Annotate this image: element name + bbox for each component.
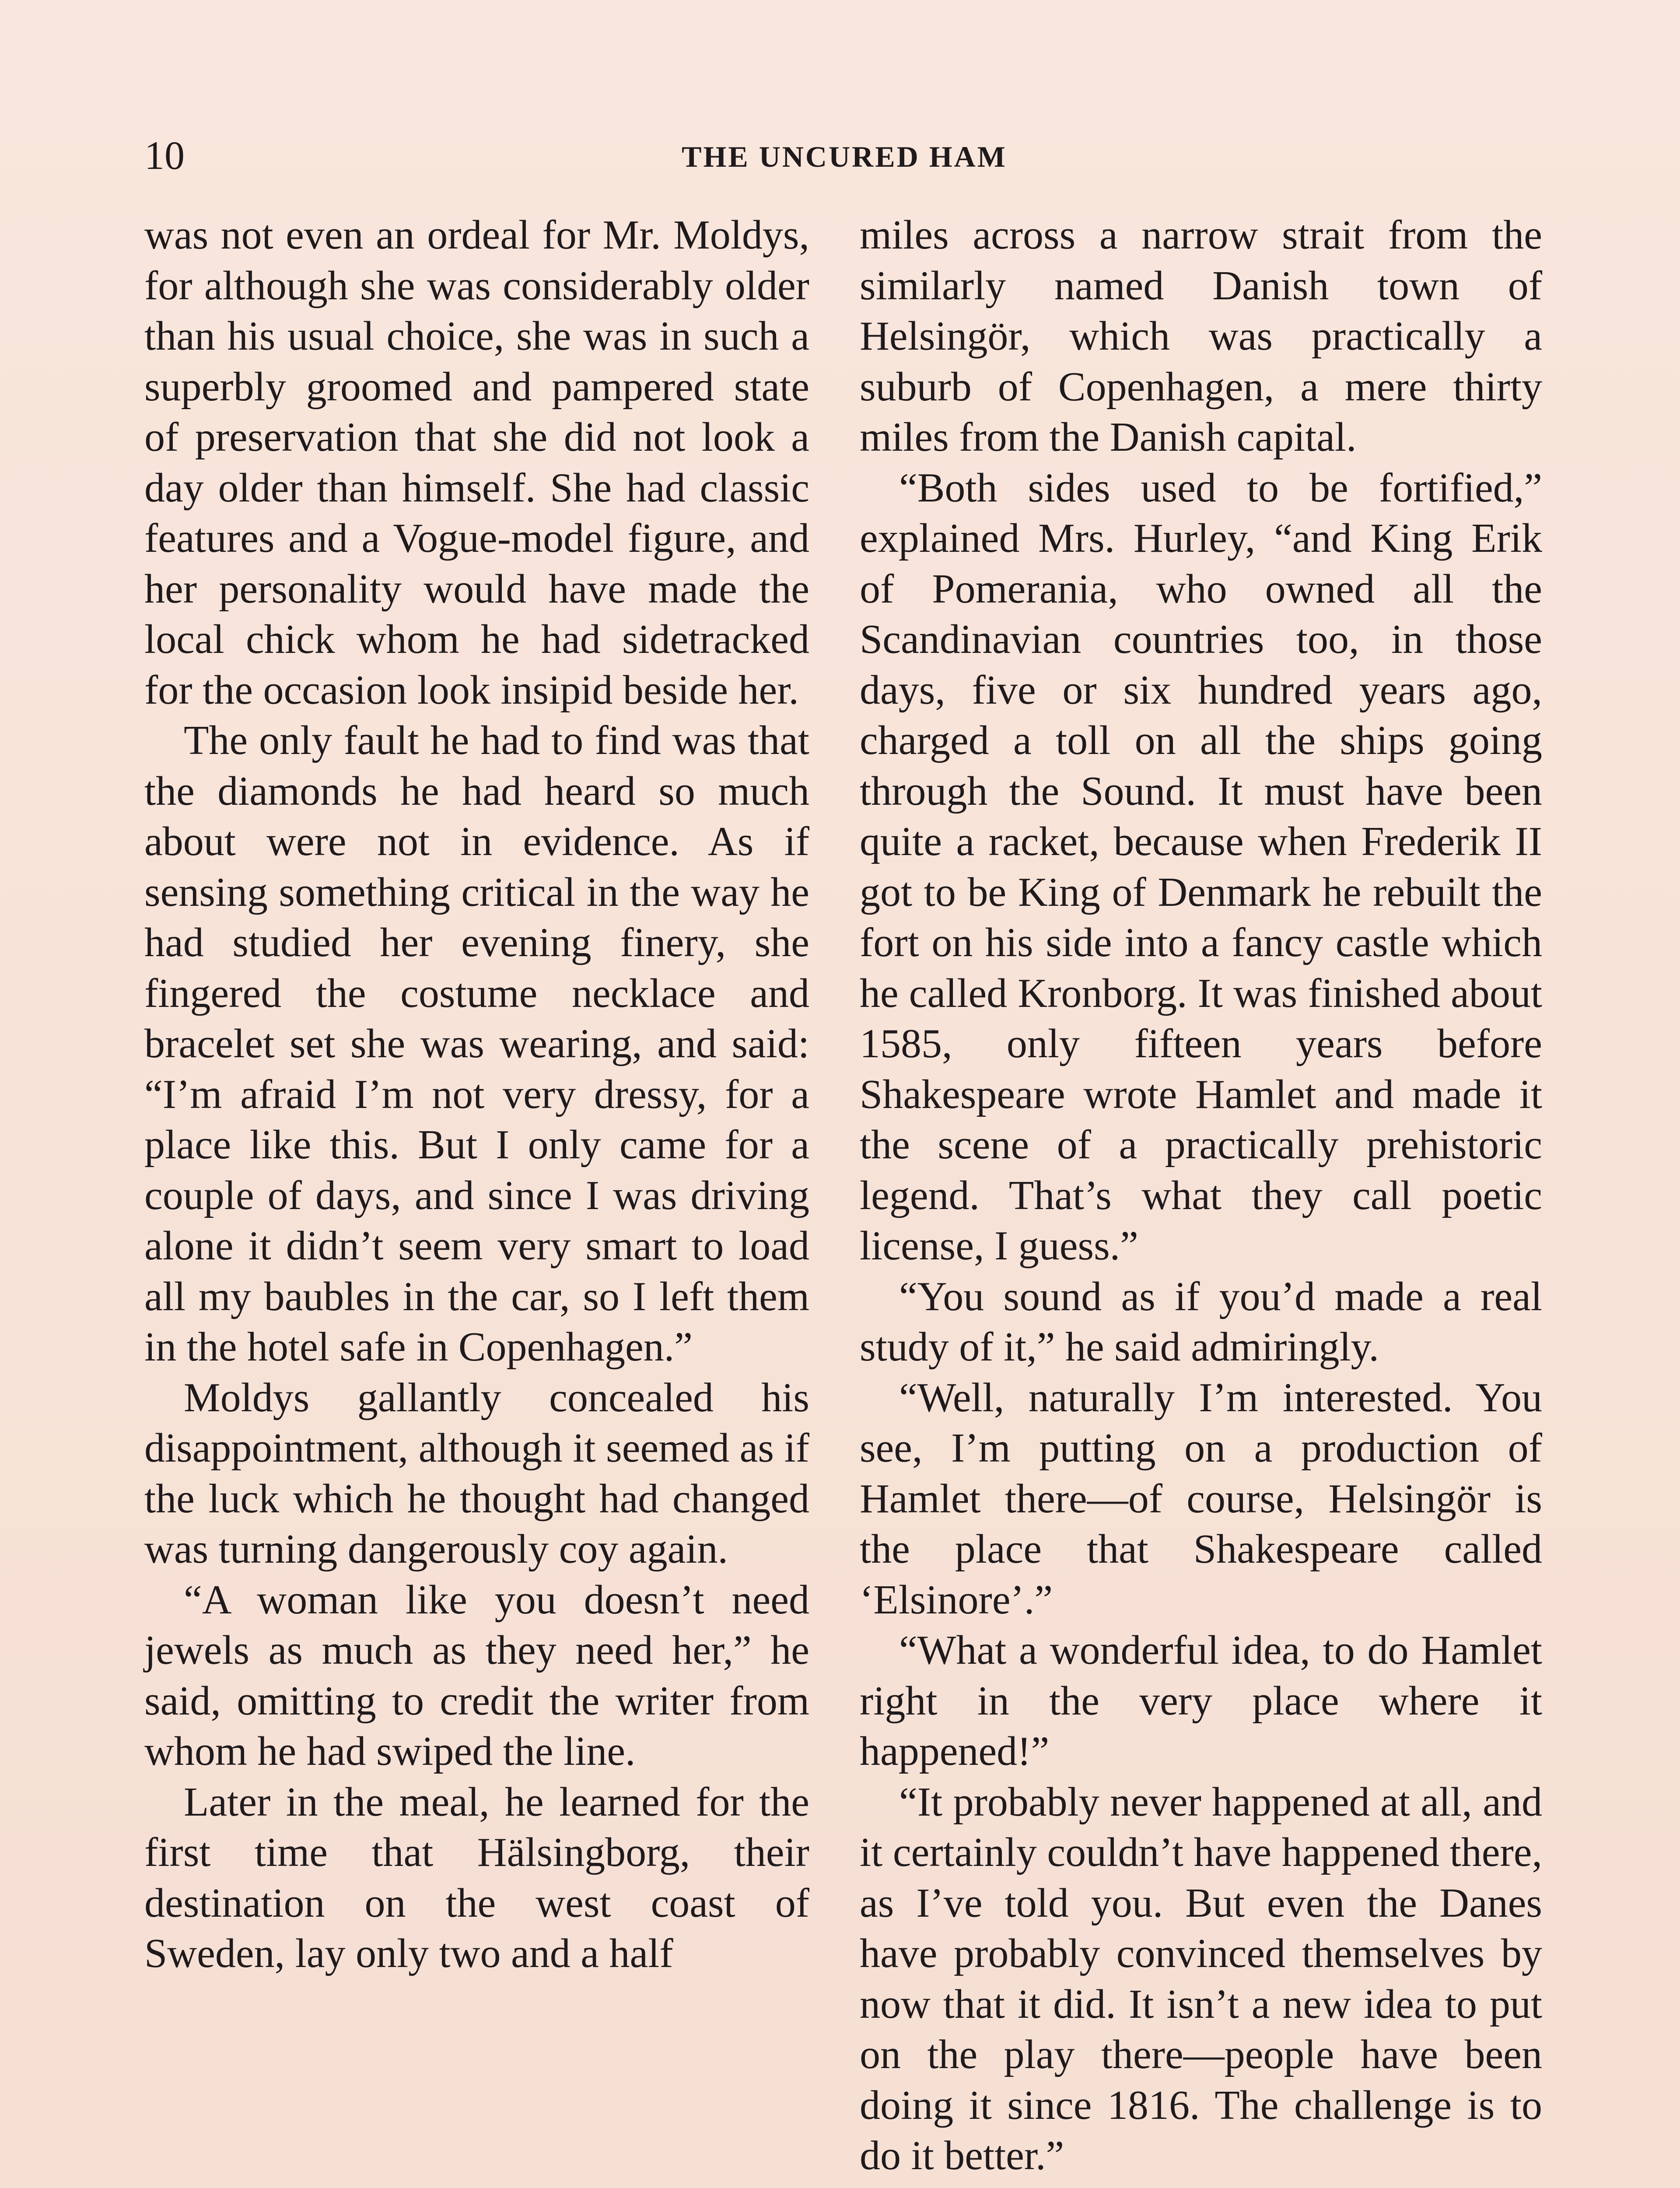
- paragraph: was not even an ordeal for Mr. Moldys, for although she was considerably older than his usual choice, she was in such a superbly groomed and pampered state of preservation that she did not look a day older than himself. She had classic features and a Vogue-model figure, and her personality would have made the local chick whom he had sidetracked for the occasion look insipid beside her.: [144, 212, 809, 713]
- right-column: [860, 210, 1542, 2181]
- paragraph: miles across a narrow strait from the similarly named Danish town of Helsingör, which was practically a suburb of Copenhagen, a mere thirty miles from the Danish capital.: [860, 212, 1542, 460]
- page-header: [144, 131, 1544, 179]
- paragraph: “A woman like you doesn’t need jewels as much as they need her,” he said, omitting to credit the writer from whom he had swiped the line.: [144, 1577, 809, 1774]
- paragraph: “What a wonderful idea, to do Hamlet right in the very place where it happened!”: [860, 1627, 1542, 1774]
- running-head: THE UNCURED HAM: [682, 140, 1007, 173]
- paragraph: Later in the meal, he learned for the first time that Hälsingborg, their destination on the west coast of Sweden, lay only two and a half: [144, 1779, 809, 1976]
- paragraph: “Both sides used to be fortified,” explained Mrs. Hurley, “and King Erik of Pomerania, who owned all the Scandinavian countries too, in those days, five or six hundred years ago, charged a toll on all the ships going through the Sound. It must have been quite a racket, because when Frederik II got to be King of Denmark he rebuilt the fort on his side into a fancy castle which he called Kronborg. It was finished about 1585, only fifteen years before Shakespeare wrote Hamlet and made it the scene of a practically prehistoric legend. That’s what they call poetic license, I guess.”: [860, 465, 1542, 1269]
- page-number: 10: [144, 133, 185, 178]
- left-column: [144, 210, 809, 1979]
- paragraph: Moldys gallantly concealed his disappointment, although it seemed as if the luck which he thought had changed was turning dangerously coy again.: [144, 1375, 809, 1572]
- paragraph: “It probably never happened at all, and it certainly couldn’t have happened there, as I’ve told you. But even the Danes have probably convinced themselves by now that it did. It isn’t a new idea to put on the play there—people have been doing it since 1816. The challenge is to do it better.”: [860, 1779, 1542, 2178]
- paragraph: “You sound as if you’d made a real study of it,” he said admiringly.: [860, 1273, 1542, 1370]
- paragraph: The only fault he had to find was that the diamonds he had heard so much about were not in evidence. As if sensing something critical in the way he had studied her evening finery, she fingered the costume necklace and bracelet set she was wearing, and said: “I’m afraid I’m not very dressy, for a place like this. But I only came for a couple of days, and since I was driving alone it didn’t seem very smart to load all my baubles in the car, so I left them in the hotel safe in Copenhagen.”: [144, 718, 809, 1370]
- paragraph: “Well, naturally I’m interested. You see, I’m putting on a production of Hamlet there—of course, Helsingör is the place that Shakespeare called ‘Elsinore’.”: [860, 1375, 1542, 1623]
